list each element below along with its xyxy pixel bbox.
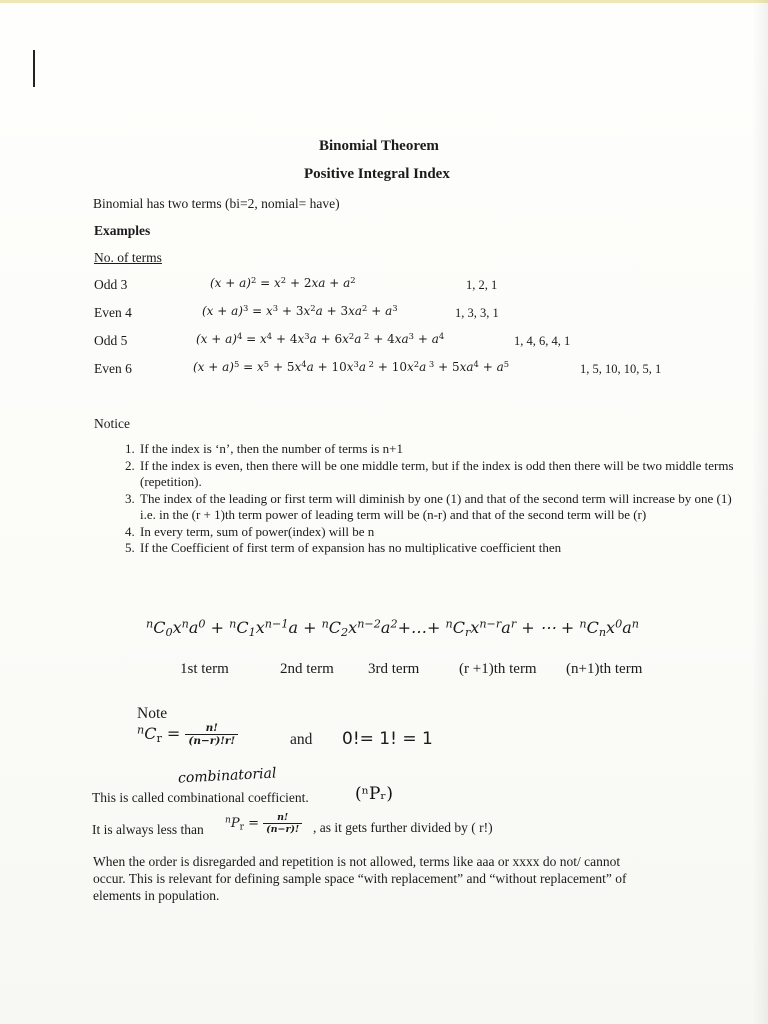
notice-item: 3. The index of the leading or first term will diminish by one (1) and that of the second term will increase by one (1) i.e. in the (r + 1)th term power of leading term will be (n-r) and that of the second term will be (r)	[138, 491, 738, 524]
always-less-text: It is always less than	[92, 822, 204, 837]
coefficient-sequence: 1, 3, 3, 1	[455, 306, 499, 320]
notice-item: 5. If the Coefficient of first term of expansion has no multiplicative coefficient then	[138, 540, 738, 557]
intro-line: Binomial has two terms (bi=2, nomial= have)	[93, 196, 340, 211]
term-label: 2nd term	[280, 661, 334, 677]
paper-right-shadow	[752, 0, 768, 1024]
handwritten-combinatorial: combinatorial	[177, 765, 277, 787]
coefficient-sequence: 1, 5, 10, 10, 5, 1	[580, 362, 662, 376]
example-label: Even 6	[94, 361, 132, 376]
notice-item: 2. If the index is even, then there will be one middle term, but if the index is odd then there will be two middle terms (repetition).	[138, 458, 738, 491]
example-label: Odd 3	[94, 277, 128, 292]
npr-formula: $^nP_r$ = $\frac{n!}{(n-r)!}$	[225, 812, 302, 835]
term-label: 3rd term	[368, 661, 420, 677]
coefficient-sequence: 1, 4, 6, 4, 1	[514, 334, 571, 348]
factorial-identity: 0!= 1! = 1	[342, 729, 433, 749]
coefficient-sequence: 1, 2, 1	[466, 278, 498, 292]
page-title: Binomial Theorem	[319, 138, 439, 154]
page-subtitle: Positive Integral Index	[304, 166, 450, 182]
example-label: Odd 5	[94, 333, 128, 348]
term-label: (n+1)th term	[566, 661, 643, 677]
ncr-formula: $^nC_r$ = $\frac{n!}{(n-r)!r!}$	[137, 722, 238, 747]
no-of-terms-label: No. of terms	[94, 250, 162, 265]
expansion-formula: $(x + a)^2 = x^2 + 2xa + a^2$	[210, 274, 356, 290]
paper-top-edge	[0, 0, 768, 3]
example-label: Even 4	[94, 305, 132, 320]
notice-heading: Notice	[94, 416, 130, 431]
expansion-formula: $(x + a)^3 = x^3 + 3x^2a + 3xa^2 + a^3$	[202, 302, 398, 318]
note-heading: Note	[137, 705, 168, 722]
examples-heading: Examples	[94, 223, 151, 238]
notice-item: 1. If the index is ‘n’, then the number of terms is n+1	[138, 441, 738, 458]
final-paragraph: When the order is disregarded and repetition is not allowed, terms like aaa or xxxx do not/ cannot occur. This is relevant for defining sample space “with replacement” and “without replacement” of elements in population.	[93, 854, 627, 903]
pen-margin-mark	[33, 50, 35, 87]
expansion-formula: $(x + a)^5 = x^5 + 5x^4a + 10x^3a$ $^2 + 10x^2a$ $^3 + 5xa^4 + a^5$	[193, 358, 510, 374]
as-it-text: , as it gets further divided by ( r!)	[313, 820, 493, 835]
note-and: and	[290, 731, 313, 748]
term-label: 1st term	[180, 661, 229, 677]
handwritten-npr: (ⁿPᵣ)	[355, 784, 393, 804]
term-label: (r +1)th term	[459, 661, 537, 677]
combinational-text: This is called combinational coefficient.	[92, 790, 309, 805]
expansion-formula: $(x + a)^4 = x^4 + 4x^3a + 6x^2a$ $^2 + 4xa^3 + a^4$	[196, 330, 445, 346]
notice-item: 4. In every term, sum of power(index) will be n	[138, 524, 738, 541]
general-expansion: $^nC_0x^na^0 + ^nC_1x^{n-1}a$ + $^nC_2x^{n-2}a^2+\dots+ ^nC_rx^{n-r}a^r$ + ⋯ + $^nC_nx^0a^n$	[146, 617, 639, 639]
notice-list	[95, 441, 738, 557]
